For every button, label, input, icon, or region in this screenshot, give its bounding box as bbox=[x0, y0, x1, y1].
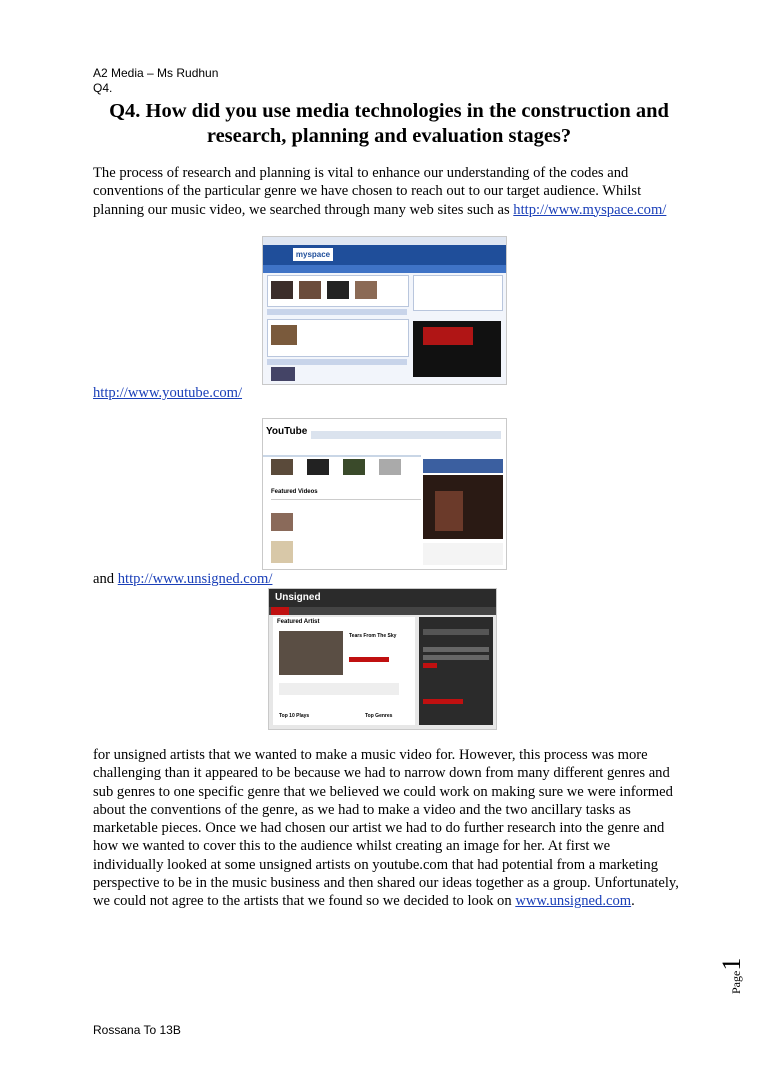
unsigned-prefix: and bbox=[93, 571, 118, 587]
featured-videos-heading: Featured Videos bbox=[271, 489, 318, 495]
youtube-logo: YouTube bbox=[266, 426, 308, 437]
unsigned-link[interactable]: http://www.unsigned.com/ bbox=[117, 571, 273, 587]
footer-author: Rossana To 13B bbox=[93, 1023, 181, 1037]
top-genres-heading: Top Genres bbox=[365, 713, 393, 719]
unsigned-www-link[interactable]: www.unsigned.com bbox=[515, 893, 632, 910]
youtube-link[interactable]: http://www.youtube.com/ bbox=[93, 385, 243, 401]
intro-paragraph bbox=[93, 164, 683, 219]
outro-end: . bbox=[631, 893, 635, 910]
outro-paragraph bbox=[93, 746, 683, 911]
myspace-screenshot bbox=[262, 236, 507, 385]
top-plays-heading: Top 10 Plays bbox=[279, 713, 310, 719]
outro-text: for unsigned artists that we wanted to make a music video for. However, this process was more challenging than it appeared to be because we had to narrow down from many different genres and sub genres to one specific genre that we believed we could work on making sure we were informed about the conventions of the genre, as we had to make a video and the two ancillary tasks as marketable pieces. Once we had chosen our artist we had to do further research into the genre and how we wanted to cover this to the audience whilst creating an image for her. At first we individually looked at some unsigned artists on youtube.com that had potential from a marketing perspective to be in the music business and then shared our ideas together as a group. Unfortunately, we could not agree to the artists that we found so we decided to look on bbox=[93, 747, 679, 910]
unsigned-logo: Unsigned bbox=[275, 592, 321, 603]
header-course: A2 Media – Ms Rudhun bbox=[93, 66, 219, 80]
page-title: Q4. How did you use media technologies in the construction and research, planning and evaluation stages? bbox=[109, 100, 669, 147]
page-label: Page bbox=[729, 970, 743, 994]
page-number bbox=[717, 954, 749, 994]
myspace-logo: myspace bbox=[293, 248, 333, 261]
page-number-value: 1 bbox=[717, 957, 746, 971]
intro-text: The process of research and planning is vital to enhance our understanding of the codes and conventions of the particular genre we have chosen to reach out to our target audience. Whilst planning our music video, we searched through many web sites such as bbox=[93, 165, 642, 218]
youtube-screenshot bbox=[262, 418, 507, 570]
featured-artist-name: Tears From The Sky bbox=[349, 633, 397, 639]
unsigned-line bbox=[93, 570, 683, 588]
myspace-link[interactable]: http://www.myspace.com/ bbox=[513, 201, 667, 218]
unsigned-screenshot bbox=[268, 588, 497, 730]
youtube-line bbox=[93, 384, 683, 402]
featured-artist-heading: Featured Artist bbox=[277, 619, 320, 625]
header-question: Q4. bbox=[93, 81, 113, 95]
